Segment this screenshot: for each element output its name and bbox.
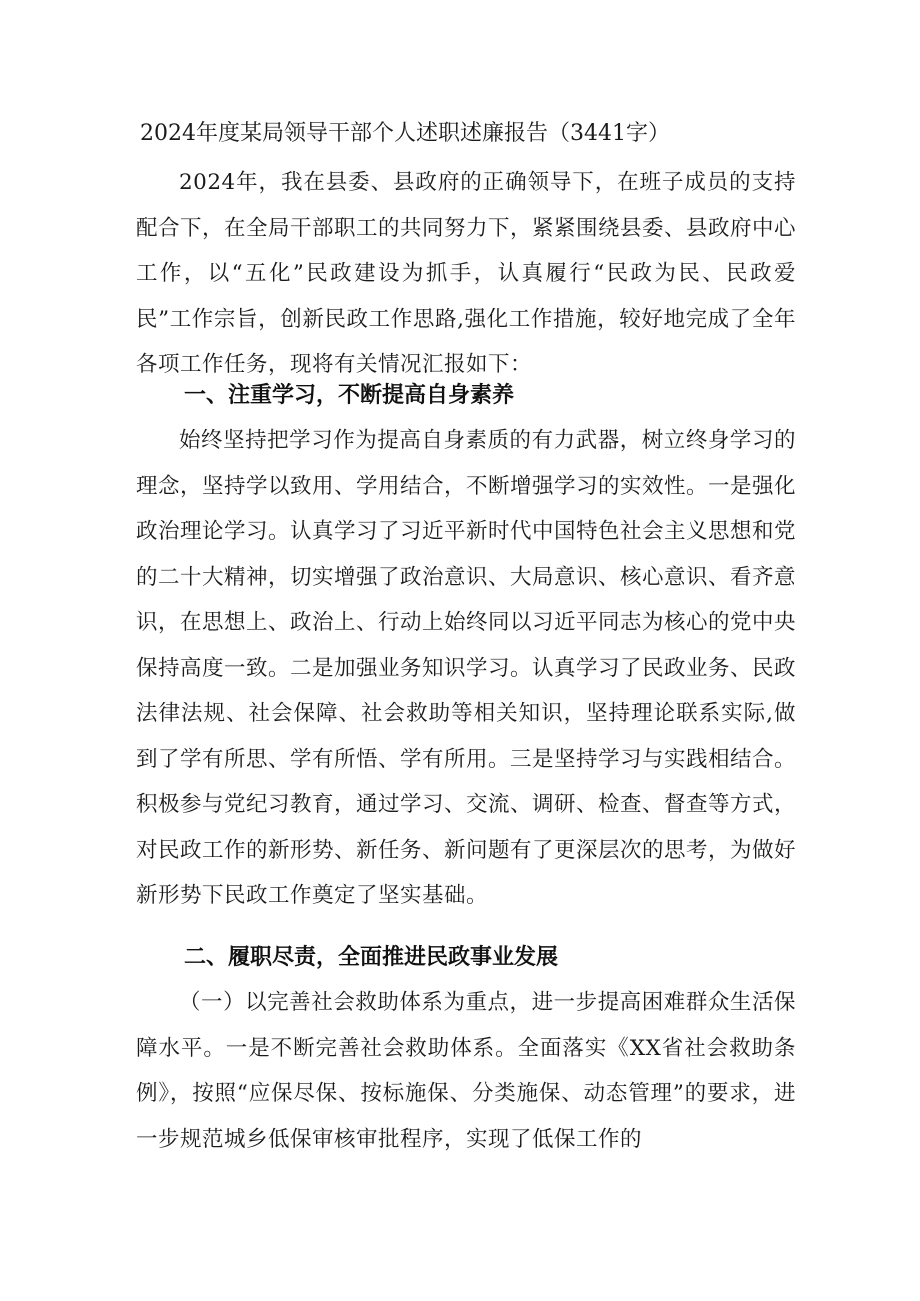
- section-2-paragraph: （一）以完善社会救助体系为重点，进一步提高困难群众生活保障水平。一是不断完善社会救助体系。全面落实《XX省社会救助条例》，按照“应保尽保、按标施保、分类施保、动态管理”的要求，进一步规范城乡低保审核审批程序，实现了低保工作的: [136, 990, 796, 1152]
- intro-paragraph: 2024年，我在县委、县政府的正确领导下，在班子成员的支持配合下，在全局干部职工的共同努力下，紧紧围绕县委、县政府中心工作，以“五化”民政建设为抓手，认真履行“民政为民、民政爱民”工作宗旨，创新民政工作思路,强化工作措施，较好地完成了全年各项工作任务，现将有关情况汇报如下：: [136, 170, 797, 377]
- document-title: 2024年度某局领导干部个人述职述廉报告（3441字）: [140, 121, 670, 146]
- section-2-heading: 二、履职尽责，全面推进民政事业发展: [184, 945, 559, 970]
- section-1-heading: 一、注重学习，不断提高自身素养: [184, 383, 515, 408]
- section-1-paragraph: 始终坚持把学习作为提高自身素质的有力武器，树立终身学习的理念，坚持学以致用、学用结合，不断增强学习的实效性。一是强化政治理论学习。认真学习了习近平新时代中国特色社会主义思想和党的二十大精神，切实增强了政治意识、大局意识、核心意识、看齐意识，在思想上、政治上、行动上始终同以习近平同志为核心的党中央保持高度一致。二是加强业务知识学习。认真学习了民政业务、民政法律法规、社会保障、社会救助等相关知识，坚持理论联系实际,做到了学有所思、学有所悟、学有所用。三是坚持学习与实践相结合。积极参与党纪习教育，通过学习、交流、调研、检查、督查等方式，对民政工作的新形势、新任务、新问题有了更深层次的思考，为做好新形势下民政工作奠定了坚实基础。: [136, 428, 797, 908]
